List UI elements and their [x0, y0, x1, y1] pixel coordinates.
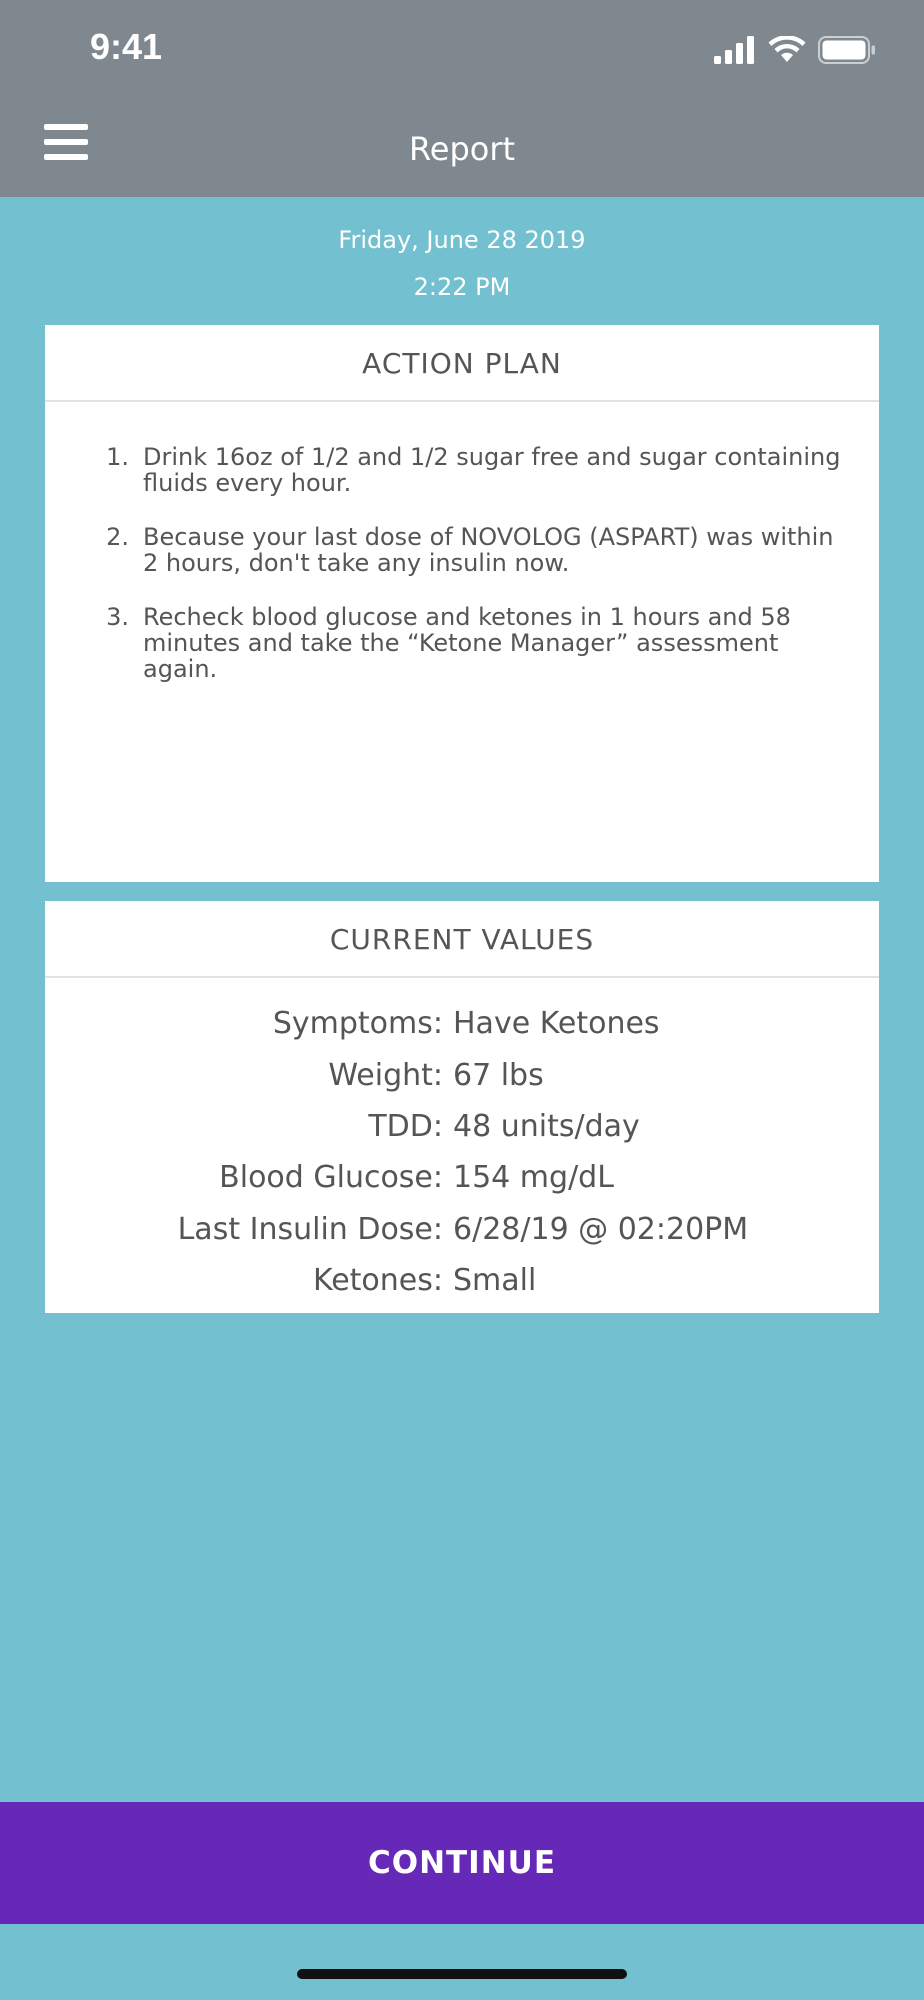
current-values-title: CURRENT VALUES [45, 901, 879, 978]
status-time: 9:41 [90, 26, 163, 67]
value-text: Small [453, 1263, 537, 1299]
value-row-blood-glucose [45, 1152, 879, 1203]
value-row-last-insulin-dose [45, 1204, 879, 1255]
status-bar [0, 0, 924, 100]
value-text: Have Ketones [453, 1006, 660, 1042]
action-plan-list [45, 402, 879, 682]
continue-button[interactable]: CONTINUE [0, 1802, 924, 1924]
current-values-card [45, 901, 879, 1313]
nav-bar [0, 100, 924, 197]
value-label: Last Insulin Dose: [177, 1211, 443, 1247]
value-label: TDD: [368, 1108, 443, 1144]
list-item [106, 523, 853, 577]
action-plan-card [45, 325, 879, 882]
value-text: 6/28/19 @ 02:20PM [453, 1211, 749, 1247]
value-row-ketones [45, 1255, 879, 1306]
action-plan-title: ACTION PLAN [45, 325, 879, 402]
wifi-icon [768, 36, 806, 64]
list-item-text: Drink 16oz of 1/2 and 1/2 sugar free and sugar containing fluids every hour. [143, 443, 841, 497]
value-label: Weight: [328, 1057, 443, 1093]
value-row-weight [45, 1049, 879, 1100]
list-item [106, 443, 853, 497]
value-label: Symptoms: [272, 1006, 443, 1042]
value-text: 48 units/day [453, 1108, 640, 1144]
report-date: Friday, June 28 2019 [338, 226, 586, 254]
battery-icon [818, 36, 876, 64]
value-row-symptoms [45, 998, 879, 1049]
page-title: Report [408, 130, 516, 168]
list-item-number: 2. [106, 523, 129, 551]
value-row-tdd [45, 1101, 879, 1152]
cellular-signal-icon [714, 36, 756, 64]
status-icons [714, 34, 876, 66]
value-label: Ketones: [313, 1263, 443, 1299]
home-indicator [297, 1969, 627, 1979]
report-time: 2:22 PM [413, 273, 511, 301]
value-text: 154 mg/dL [453, 1160, 614, 1196]
list-item-text: Recheck blood glucose and ketones in 1 hours and 58 minutes and take the “Ketone Manager” assessment again. [143, 603, 791, 683]
current-values-list [45, 978, 879, 1306]
list-item-text: Because your last dose of NOVOLOG (ASPART) was within 2 hours, don't take any insulin now. [143, 523, 834, 577]
value-text: 67 lbs [453, 1057, 544, 1093]
list-item [106, 603, 853, 683]
value-label: Blood Glucose: [219, 1160, 443, 1196]
list-item-number: 3. [106, 603, 129, 631]
list-item-number: 1. [106, 443, 129, 471]
